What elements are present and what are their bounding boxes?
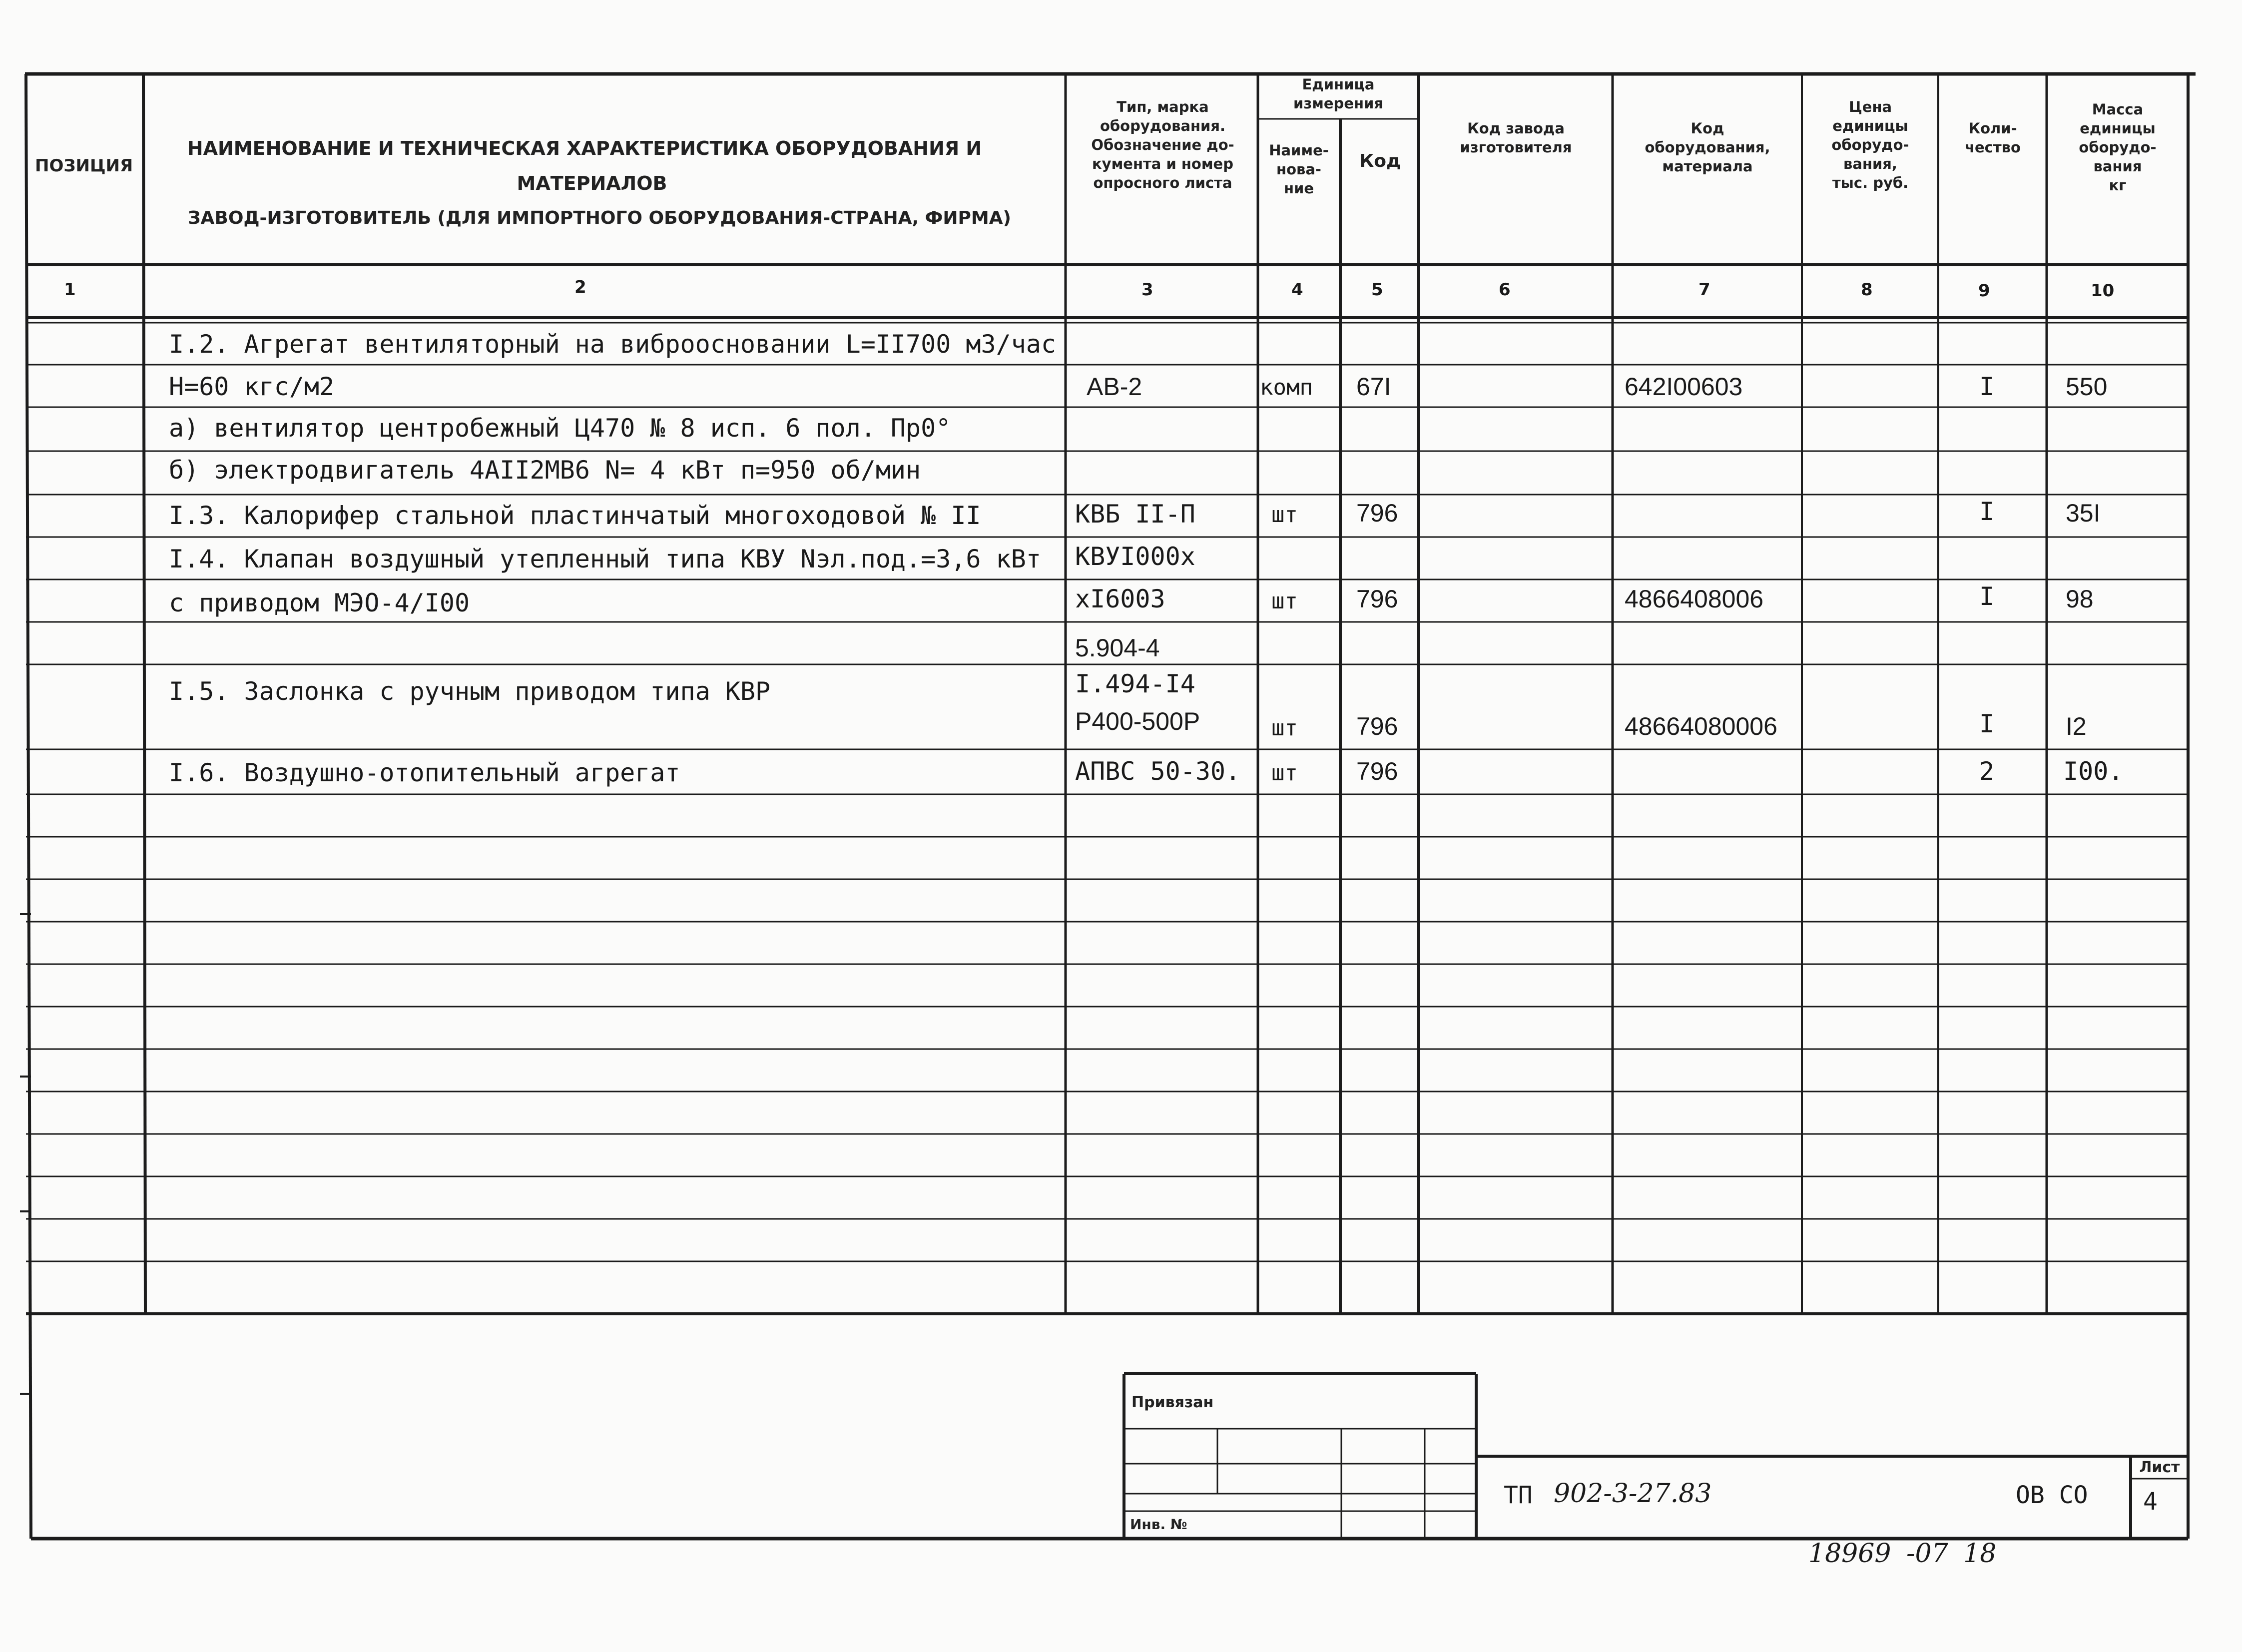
header-unit-name: Наиме- нова- ние xyxy=(1269,142,1329,197)
item-name: с приводом МЭО-4/I00 xyxy=(169,588,470,617)
item-unit-code: 796 xyxy=(1356,757,1398,785)
header-type: Тип, марка оборудования. Обозначение до- кумента и номер опросного листа xyxy=(1091,98,1234,191)
item-type: АПВС 50-30. xyxy=(1075,757,1241,786)
col-number: 6 xyxy=(1499,280,1511,300)
item-mass: 35I xyxy=(2066,499,2101,527)
header-quantity: Коли- чество xyxy=(1965,120,2021,156)
item-name: б) электродвигатель 4АII2МВ6 N= 4 кВт п=950 об/мин xyxy=(169,456,921,485)
item-quantity: 2 xyxy=(1979,757,1995,786)
col-number: 3 xyxy=(1141,280,1153,300)
header-equip-code: Код оборудования, материала xyxy=(1645,120,1770,175)
item-mass: I00. xyxy=(2063,757,2124,786)
item-unit-code: 796 xyxy=(1356,585,1398,613)
col-number: 1 xyxy=(64,280,76,300)
col-number: 10 xyxy=(2091,281,2115,301)
item-name: I.3. Калорифер стальной пластинчатый многоходовой № II xyxy=(169,501,981,530)
item-mass: 98 xyxy=(2066,585,2094,613)
item-equip-code: 4866408006 xyxy=(1625,585,1764,613)
item-unit-code: 67I xyxy=(1356,373,1391,401)
item-name: I.4. Клапан воздушный утепленный типа КВУ Nэл.под.=3,6 кВт xyxy=(169,545,1041,573)
item-name: а) вентилятор центробежный Ц470 № 8 исп. 6 пол. Пр0° xyxy=(169,414,951,443)
item-unit-code: 796 xyxy=(1356,712,1398,740)
item-name: Н=60 кгс/м2 xyxy=(169,372,335,401)
header-name-line3: ЗАВОД-ИЗГОТОВИТЕЛЬ (ДЛЯ ИМПОРТНОГО ОБОРУДОВАНИЯ-СТРАНА, ФИРМА) xyxy=(187,208,1012,228)
doc-code: ОВ СО xyxy=(2016,1481,2088,1509)
item-quantity: I xyxy=(1979,372,1995,401)
header-name-line2: МАТЕРИАЛОВ xyxy=(517,172,667,194)
col-number: 9 xyxy=(1978,281,1990,301)
item-type: 5.904-4 xyxy=(1075,634,1160,662)
header-unit-group: Единица измерения xyxy=(1293,76,1383,112)
inv-number-label: Инв. № xyxy=(1130,1516,1187,1533)
privyazan-label: Привязан xyxy=(1131,1394,1214,1411)
item-type: Р400-500Р xyxy=(1075,707,1200,735)
item-mass: I2 xyxy=(2066,712,2087,740)
header-position: ПОЗИЦИЯ xyxy=(35,156,133,176)
item-equip-code: 48664080006 xyxy=(1625,712,1777,740)
col-number: 2 xyxy=(574,277,586,297)
item-mass: 550 xyxy=(2066,373,2108,401)
item-quantity: I xyxy=(1979,582,1995,611)
item-unit: шт xyxy=(1271,502,1298,528)
col-number: 8 xyxy=(1861,280,1873,300)
item-equip-code: 642I00603 xyxy=(1625,373,1743,401)
header-mass: Масса единицы оборудо- вания кг xyxy=(2079,101,2157,194)
item-name: I.2. Агрегат вентиляторный на виброосновании L=II700 м3/час xyxy=(169,330,1057,359)
item-quantity: I xyxy=(1979,497,1995,526)
item-type: КВУI000х xyxy=(1075,542,1195,571)
item-name: I.5. Заслонка с ручным приводом типа КВР xyxy=(169,677,771,706)
item-type: КВБ II-П xyxy=(1075,500,1195,529)
col-number: 5 xyxy=(1371,280,1383,300)
header-unit-code: Код xyxy=(1359,151,1401,171)
col-number: 4 xyxy=(1291,280,1303,300)
header-price: Цена единицы оборудо- вания, тыс. руб. xyxy=(1831,98,1909,191)
sheet-number: 4 xyxy=(2143,1488,2158,1516)
item-type: хI6003 xyxy=(1075,584,1165,613)
archive-stamp: 18969 -07 18 xyxy=(1808,1539,1997,1569)
item-quantity: I xyxy=(1979,709,1995,738)
item-unit: комп xyxy=(1260,375,1313,400)
item-name: I.6. Воздушно-отопительный агрегат xyxy=(169,758,680,787)
item-unit-code: 796 xyxy=(1356,499,1398,527)
header-name-line1: НАИМЕНОВАНИЕ И ТЕХНИЧЕСКАЯ ХАРАКТЕРИСТИКА ОБОРУДОВАНИЯ И xyxy=(187,137,982,159)
sheet-label: Лист xyxy=(2139,1459,2180,1476)
header-factory-code: Код завода изготовителя xyxy=(1460,120,1572,156)
item-unit: шт xyxy=(1271,588,1298,614)
item-type: I.494-I4 xyxy=(1075,669,1195,698)
item-type: АВ-2 xyxy=(1087,373,1142,401)
item-unit: шт xyxy=(1271,760,1298,786)
item-unit: шт xyxy=(1271,715,1298,741)
col-number: 7 xyxy=(1698,280,1710,300)
doc-number: 902-3-27.83 xyxy=(1554,1479,1712,1509)
doc-label: ТП xyxy=(1504,1481,1533,1509)
